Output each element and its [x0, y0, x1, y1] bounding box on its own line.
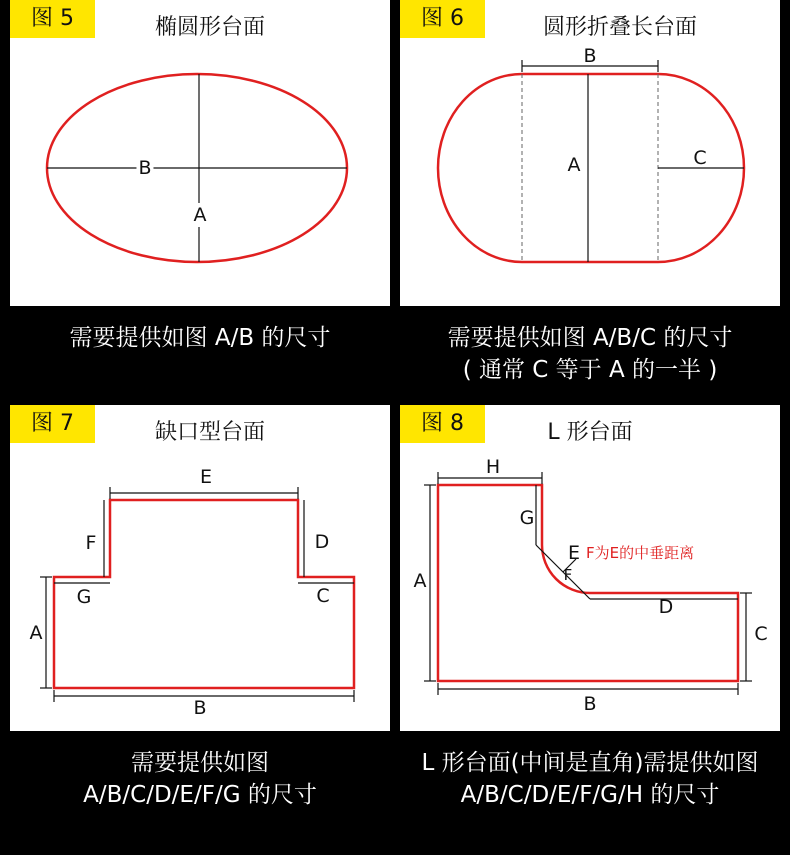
caption-line: 需要提供如图 A/B/C 的尺寸: [447, 325, 733, 351]
label-d: D: [314, 531, 330, 553]
caption-line: 需要提供如图: [131, 750, 269, 776]
label-a: A: [567, 154, 581, 176]
badge-fig8: 图 8: [400, 405, 485, 443]
title-fig6: 圆形折叠长台面: [542, 15, 697, 40]
badge-fig7: 图 7: [10, 405, 95, 443]
caption-line: ( 通常 C 等于 A 的一半 ): [462, 357, 718, 383]
label-b: B: [583, 693, 597, 715]
caption-fig5: [10, 322, 390, 354]
caption-fig7: [10, 747, 390, 811]
label-g: G: [76, 586, 92, 608]
title-fig5: 椭圆形台面: [154, 15, 265, 40]
label-c: C: [754, 623, 768, 645]
l-shape-diagram: [400, 405, 780, 731]
label-c: C: [316, 585, 330, 607]
caption-line: A/B/C/D/E/F/G 的尺寸: [83, 782, 317, 808]
label-e: E: [567, 542, 581, 564]
l-shape-outline: [438, 485, 738, 681]
label-a: A: [193, 204, 207, 226]
label-f: F: [85, 532, 97, 554]
label-b: B: [138, 157, 152, 179]
caption-line: A/B/C/D/E/F/G/H 的尺寸: [460, 782, 720, 808]
badge-fig5: 图 5: [10, 0, 95, 38]
label-e: E: [199, 466, 213, 488]
caption-line: 需要提供如图 A/B 的尺寸: [69, 325, 331, 351]
oval-diagram: [10, 0, 390, 306]
title-fig7: 缺口型台面: [154, 420, 265, 445]
badge-fig6: 图 6: [400, 0, 485, 38]
panel-fig5: [10, 0, 390, 306]
notched-table-diagram: [10, 405, 390, 731]
label-a: A: [413, 570, 427, 592]
label-f: F: [563, 566, 573, 584]
caption-fig6: [400, 322, 780, 386]
notched-outline: [54, 500, 354, 688]
panel-fig6: [400, 0, 780, 306]
title-fig8: L 形台面: [547, 420, 633, 445]
label-c: C: [693, 147, 707, 169]
note-f-definition: F为E的中垂距离: [586, 544, 695, 562]
caption-line: L 形台面(中间是直角)需提供如图: [421, 750, 759, 776]
caption-fig8: [392, 747, 788, 811]
label-a: A: [29, 622, 43, 644]
label-b: B: [193, 697, 207, 719]
label-h: H: [485, 456, 501, 478]
panel-fig7: [10, 405, 390, 731]
label-b: B: [583, 45, 597, 67]
label-d: D: [658, 596, 674, 618]
label-g: G: [519, 507, 535, 529]
panel-fig8: [400, 405, 780, 731]
